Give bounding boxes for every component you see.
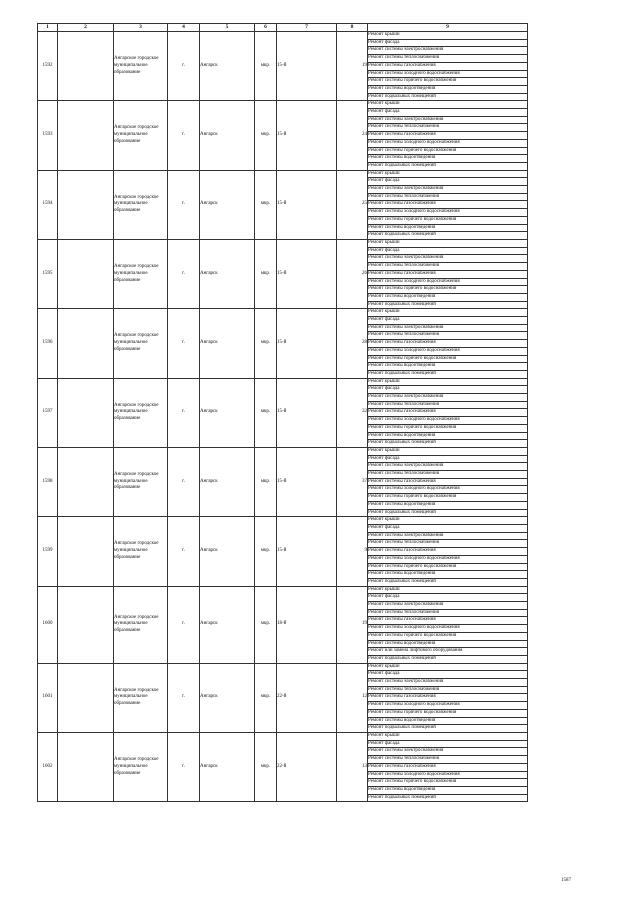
building-number: 26: [337, 239, 368, 308]
city-type: г.: [168, 663, 200, 732]
municipality: Ангарское городское муниципальное образование: [114, 378, 168, 447]
city-type: г.: [168, 732, 200, 801]
city-type: г.: [168, 309, 200, 378]
building-number: 19: [337, 32, 368, 101]
repair-work-item: Ремонт системы газоснабжения: [368, 548, 528, 556]
municipality: Ангарское городское муниципальное образование: [114, 517, 168, 586]
record-number: 1597: [38, 378, 58, 447]
repair-work-item: Ремонт или замена лифтового оборудования: [368, 648, 528, 656]
repair-work-item: Ремонт системы холодного водоснабжения: [368, 771, 528, 779]
repair-work-item: Ремонт системы газоснабжения: [368, 132, 528, 140]
repair-work-item: Ремонт системы электроснабжения: [368, 748, 528, 756]
column-number: 4: [168, 24, 200, 32]
repair-work-item: Ремонт системы теплоснабжения: [368, 263, 528, 271]
repair-work-item: Ремонт фасада: [368, 525, 528, 533]
city-type: г.: [168, 32, 200, 101]
repair-work-item: Ремонт системы горячего водоснабжения: [368, 78, 528, 86]
repair-work-item: Ремонт системы электроснабжения: [368, 116, 528, 124]
building-number: 28: [337, 309, 368, 378]
city-type: г.: [168, 378, 200, 447]
column-number-row: [38, 24, 528, 32]
repair-work-item: Ремонт фасада: [368, 671, 528, 679]
repair-work-item: Ремонт фасада: [368, 594, 528, 602]
street-name: 15-й: [277, 309, 337, 378]
repair-work-item: Ремонт крыши: [368, 586, 528, 594]
street-type: мкр.: [255, 170, 277, 239]
repair-work-item: Ремонт системы газоснабжения: [368, 694, 528, 702]
street-type: мкр.: [255, 663, 277, 732]
repair-work-item: Ремонт системы водоотведения: [368, 717, 528, 725]
city-type: г.: [168, 517, 200, 586]
building-number: 19: [337, 586, 368, 663]
repair-work-item: Ремонт крыши: [368, 663, 528, 671]
column-number: 5: [200, 24, 255, 32]
repair-work-item: Ремонт системы горячего водоснабжения: [368, 355, 528, 363]
repair-work-item: Ремонт крыши: [368, 447, 528, 455]
repair-work-item: Ремонт системы электроснабжения: [368, 47, 528, 55]
city-name: Ангарск: [200, 32, 255, 101]
building-number: 37: [337, 447, 368, 516]
table-row: [38, 586, 528, 594]
repair-work-item: Ремонт фасада: [368, 109, 528, 117]
municipality: Ангарское городское муниципальное образование: [114, 447, 168, 516]
column-number: 3: [114, 24, 168, 32]
city-name: Ангарск: [200, 309, 255, 378]
record-number: 1602: [38, 732, 58, 801]
repair-work-item: Ремонт системы теплоснабжения: [368, 609, 528, 617]
building-number: 9: [337, 517, 368, 586]
record-number: 1599: [38, 517, 58, 586]
repair-work-item: Ремонт системы горячего водоснабжения: [368, 424, 528, 432]
street-type: мкр.: [255, 378, 277, 447]
table-row: [38, 170, 528, 178]
repair-work-item: Ремонт системы водоотведения: [368, 363, 528, 371]
repair-work-item: Ремонт системы газоснабжения: [368, 763, 528, 771]
repair-work-item: Ремонт подвальных помещений: [368, 440, 528, 448]
repair-work-item: Ремонт системы горячего водоснабжения: [368, 563, 528, 571]
repair-work-item: Ремонт подвальных помещений: [368, 794, 528, 802]
column-number: 9: [368, 24, 528, 32]
repair-work-item: Ремонт крыши: [368, 32, 528, 40]
repair-work-item: Ремонт системы газоснабжения: [368, 270, 528, 278]
municipality: Ангарское городское муниципальное образование: [114, 309, 168, 378]
repair-work-item: Ремонт системы горячего водоснабжения: [368, 494, 528, 502]
building-number: 12: [337, 663, 368, 732]
repair-work-item: Ремонт системы водоотведения: [368, 432, 528, 440]
repair-work-item: Ремонт системы теплоснабжения: [368, 471, 528, 479]
city-type: г.: [168, 170, 200, 239]
municipality: Ангарское городское муниципальное образование: [114, 32, 168, 101]
repair-work-item: Ремонт крыши: [368, 378, 528, 386]
table-row: [38, 101, 528, 109]
repair-work-item: Ремонт системы газоснабжения: [368, 340, 528, 348]
city-name: Ангарск: [200, 239, 255, 308]
table-body: [38, 32, 528, 802]
repair-work-item: Ремонт системы водоотведения: [368, 786, 528, 794]
repair-work-item: Ремонт системы теплоснабжения: [368, 756, 528, 764]
repair-work-item: Ремонт фасада: [368, 178, 528, 186]
repair-work-item: Ремонт системы электроснабжения: [368, 324, 528, 332]
repair-work-item: Ремонт системы горячего водоснабжения: [368, 147, 528, 155]
repair-work-item: Ремонт системы холодного водоснабжения: [368, 486, 528, 494]
repair-work-item: Ремонт системы теплоснабжения: [368, 193, 528, 201]
empty-cell: [58, 32, 114, 101]
table-row: [38, 378, 528, 386]
repair-work-item: Ремонт фасада: [368, 247, 528, 255]
record-number: 1601: [38, 663, 58, 732]
repair-work-item: Ремонт системы электроснабжения: [368, 602, 528, 610]
repair-work-item: Ремонт подвальных помещений: [368, 162, 528, 170]
repair-work-item: Ремонт системы газоснабжения: [368, 617, 528, 625]
table-row: [38, 32, 528, 40]
municipality: Ангарское городское муниципальное образование: [114, 101, 168, 170]
empty-cell: [58, 378, 114, 447]
repair-work-item: Ремонт системы электроснабжения: [368, 394, 528, 402]
repair-work-item: Ремонт системы горячего водоснабжения: [368, 286, 528, 294]
empty-cell: [58, 732, 114, 801]
street-name: 22-й: [277, 663, 337, 732]
empty-cell: [58, 101, 114, 170]
city-name: Ангарск: [200, 517, 255, 586]
city-type: г.: [168, 447, 200, 516]
repair-work-item: Ремонт системы электроснабжения: [368, 532, 528, 540]
city-name: Ангарск: [200, 586, 255, 663]
repair-work-item: Ремонт подвальных помещений: [368, 232, 528, 240]
repair-work-item: Ремонт подвальных помещений: [368, 725, 528, 733]
table-row: [38, 517, 528, 525]
column-number: 2: [58, 24, 114, 32]
repair-work-item: Ремонт системы газоснабжения: [368, 478, 528, 486]
city-name: Ангарск: [200, 447, 255, 516]
repair-work-item: Ремонт фасада: [368, 39, 528, 47]
repair-work-item: Ремонт системы холодного водоснабжения: [368, 702, 528, 710]
repair-work-item: Ремонт системы теплоснабжения: [368, 124, 528, 132]
repair-work-item: Ремонт системы холодного водоснабжения: [368, 417, 528, 425]
repair-work-item: Ремонт системы холодного водоснабжения: [368, 347, 528, 355]
empty-cell: [58, 239, 114, 308]
repair-work-item: Ремонт системы теплоснабжения: [368, 401, 528, 409]
record-number: 1598: [38, 447, 58, 516]
building-number: 24: [337, 101, 368, 170]
municipality: Ангарское городское муниципальное образование: [114, 239, 168, 308]
repair-work-item: Ремонт системы газоснабжения: [368, 201, 528, 209]
municipality: Ангарское городское муниципальное образование: [114, 663, 168, 732]
repair-work-item: Ремонт системы холодного водоснабжения: [368, 555, 528, 563]
city-type: г.: [168, 586, 200, 663]
city-type: г.: [168, 101, 200, 170]
repair-work-item: Ремонт фасада: [368, 455, 528, 463]
repair-work-item: Ремонт подвальных помещений: [368, 578, 528, 586]
repair-work-item: Ремонт крыши: [368, 309, 528, 317]
repair-work-item: Ремонт системы теплоснабжения: [368, 540, 528, 548]
repair-work-item: Ремонт крыши: [368, 239, 528, 247]
repair-work-item: Ремонт системы горячего водоснабжения: [368, 779, 528, 787]
street-type: мкр.: [255, 586, 277, 663]
repair-work-item: Ремонт системы горячего водоснабжения: [368, 216, 528, 224]
street-name: 15-й: [277, 170, 337, 239]
repair-work-item: Ремонт системы холодного водоснабжения: [368, 70, 528, 78]
repair-work-item: Ремонт системы водоотведения: [368, 640, 528, 648]
repair-work-item: Ремонт системы электроснабжения: [368, 463, 528, 471]
record-number: 1592: [38, 32, 58, 101]
repair-work-item: Ремонт подвальных помещений: [368, 655, 528, 663]
city-name: Ангарск: [200, 378, 255, 447]
repair-work-item: Ремонт системы электроснабжения: [368, 186, 528, 194]
municipality: Ангарское городское муниципальное образование: [114, 170, 168, 239]
street-name: 22-й: [277, 732, 337, 801]
repair-work-item: Ремонт системы газоснабжения: [368, 409, 528, 417]
street-type: мкр.: [255, 517, 277, 586]
city-name: Ангарск: [200, 732, 255, 801]
column-number: 8: [337, 24, 368, 32]
municipality: Ангарское городское муниципальное образование: [114, 732, 168, 801]
record-number: 1594: [38, 170, 58, 239]
repair-work-item: Ремонт системы холодного водоснабжения: [368, 209, 528, 217]
repair-work-item: Ремонт системы холодного водоснабжения: [368, 139, 528, 147]
column-number: 7: [277, 24, 337, 32]
empty-cell: [58, 663, 114, 732]
repair-work-item: Ремонт системы теплоснабжения: [368, 332, 528, 340]
street-name: 15-й: [277, 239, 337, 308]
column-number: 1: [38, 24, 58, 32]
repair-work-item: Ремонт системы электроснабжения: [368, 679, 528, 687]
repair-work-item: Ремонт системы водоотведения: [368, 571, 528, 579]
repair-work-item: Ремонт подвальных помещений: [368, 370, 528, 378]
table-row: [38, 663, 528, 671]
street-name: 15-й: [277, 32, 337, 101]
repair-work-item: Ремонт крыши: [368, 170, 528, 178]
building-number: 25: [337, 170, 368, 239]
city-name: Ангарск: [200, 170, 255, 239]
repair-work-item: Ремонт системы теплоснабжения: [368, 55, 528, 63]
repair-work-item: Ремонт системы холодного водоснабжения: [368, 625, 528, 633]
capital-repair-table: [37, 23, 528, 802]
repair-work-item: Ремонт системы горячего водоснабжения: [368, 709, 528, 717]
repair-work-item: Ремонт системы электроснабжения: [368, 255, 528, 263]
repair-work-item: Ремонт системы водоотведения: [368, 293, 528, 301]
repair-work-item: Ремонт системы водоотведения: [368, 501, 528, 509]
repair-work-item: Ремонт подвальных помещений: [368, 93, 528, 101]
street-name: 15-й: [277, 447, 337, 516]
repair-work-item: Ремонт системы теплоснабжения: [368, 686, 528, 694]
empty-cell: [58, 517, 114, 586]
city-name: Ангарск: [200, 101, 255, 170]
page-number: 1587: [561, 878, 571, 883]
column-number: 6: [255, 24, 277, 32]
repair-work-item: Ремонт системы горячего водоснабжения: [368, 632, 528, 640]
repair-work-item: Ремонт системы водоотведения: [368, 155, 528, 163]
street-name: 18-й: [277, 586, 337, 663]
repair-work-item: Ремонт системы водоотведения: [368, 224, 528, 232]
table-row: [38, 239, 528, 247]
street-type: мкр.: [255, 101, 277, 170]
street-type: мкр.: [255, 239, 277, 308]
repair-work-item: Ремонт системы холодного водоснабжения: [368, 278, 528, 286]
street-type: мкр.: [255, 309, 277, 378]
table-row: [38, 447, 528, 455]
repair-work-item: Ремонт системы газоснабжения: [368, 62, 528, 70]
building-number: 13: [337, 732, 368, 801]
city-name: Ангарск: [200, 663, 255, 732]
street-type: мкр.: [255, 447, 277, 516]
repair-work-item: Ремонт подвальных помещений: [368, 509, 528, 517]
street-name: 15-й: [277, 517, 337, 586]
street-type: мкр.: [255, 732, 277, 801]
record-number: 1595: [38, 239, 58, 308]
record-number: 1596: [38, 309, 58, 378]
street-name: 15-й: [277, 378, 337, 447]
empty-cell: [58, 586, 114, 663]
table-row: [38, 309, 528, 317]
building-number: 32: [337, 378, 368, 447]
repair-work-item: Ремонт крыши: [368, 101, 528, 109]
table-row: [38, 732, 528, 740]
empty-cell: [58, 447, 114, 516]
repair-work-item: Ремонт подвальных помещений: [368, 301, 528, 309]
repair-work-item: Ремонт фасада: [368, 740, 528, 748]
municipality: Ангарское городское муниципальное образование: [114, 586, 168, 663]
repair-work-item: Ремонт системы водоотведения: [368, 85, 528, 93]
repair-work-item: Ремонт крыши: [368, 732, 528, 740]
record-number: 1593: [38, 101, 58, 170]
repair-work-item: Ремонт крыши: [368, 517, 528, 525]
empty-cell: [58, 309, 114, 378]
street-name: 15-й: [277, 101, 337, 170]
street-type: мкр.: [255, 32, 277, 101]
repair-work-item: Ремонт фасада: [368, 317, 528, 325]
empty-cell: [58, 170, 114, 239]
record-number: 1600: [38, 586, 58, 663]
repair-work-item: Ремонт фасада: [368, 386, 528, 394]
city-type: г.: [168, 239, 200, 308]
